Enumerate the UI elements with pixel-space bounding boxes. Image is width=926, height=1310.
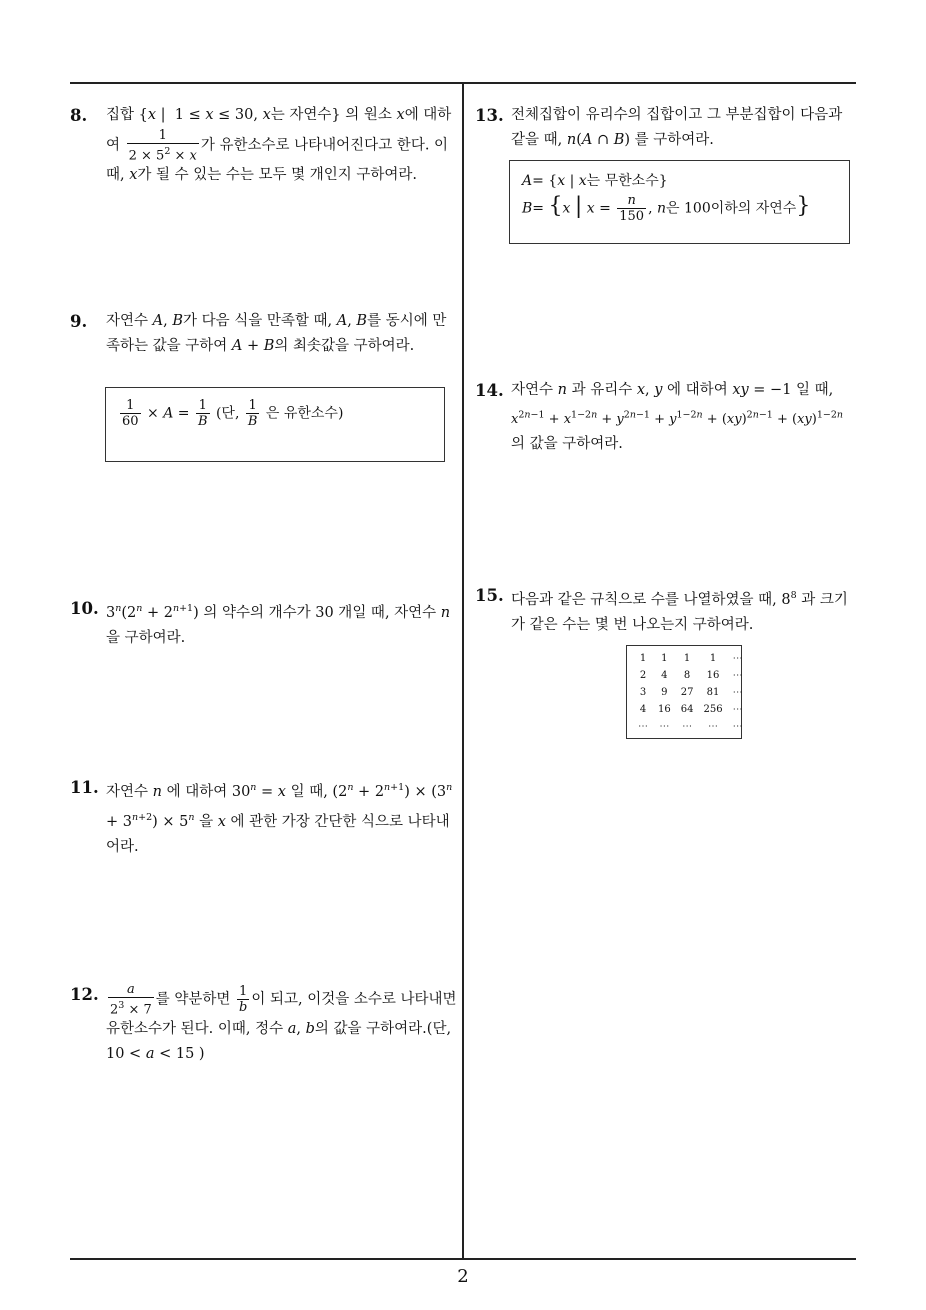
number-pattern-table [626,645,742,739]
table-cell: 4 [639,704,647,715]
problem-11 [70,775,458,860]
table-row [633,650,748,667]
table-cell: ⋯ [682,721,693,732]
problem-14 [475,378,860,457]
table-cell: 1 [683,653,691,664]
problem-text: $\frac{a}{2^3 \times 7}$ 를 약분하면 $\frac{1}{b}$ 이 되고, 이것을 소수로 나타내면 유한소수가 된다. 이때, 정수 a, b의 값을 구하여라.(단, 10 < a < 15 ) [106,982,457,1063]
table-cell: 2 [639,670,647,681]
problem-15 [475,583,860,638]
page-number: 2 [457,1266,469,1287]
problem-9 [70,309,458,359]
problem-12 [70,982,458,1067]
problem-13 [475,103,860,153]
table-cell: ⋯ [638,721,648,732]
table-cell: ⋯ [708,721,719,732]
problem-text: 전체집합이 유리수의 집합이고 그 부분집합이 다음과 같을 때, n(A ∩ B) 를 구하여라. [511,107,843,148]
problem-number: 13. [475,106,504,125]
problem-text: 자연수 A, B가 다음 식을 만족할 때, A, B를 동시에 만족하는 값을 구하여 A + B의 최솟값을 구하여라. [106,313,447,354]
problem-number: 14. [475,381,504,400]
problem-text: 자연수 n 과 유리수 x, y 에 대하여 xy = −1 일 때, $x^{2n-1} + x^{1-2n} + y^{2n-1} + y^{1-2n} + (xy)^{2n-1} + (xy)^{1-2n}$ 의 값을 구하여라. [511,382,844,453]
table-cell: 4 [661,670,668,681]
column-divider [462,82,464,1259]
table-row [633,701,748,718]
table-cell: 64 [680,704,694,715]
problem-number: 10. [70,599,99,618]
table-cell: 256 [703,704,723,715]
table-row [633,684,748,701]
problem-number: 8. [70,106,88,125]
table-cell: 8 [683,670,691,681]
table-cell: ⋯ [732,704,743,715]
table-cell: 27 [680,687,694,698]
problem-8 [70,103,458,188]
problem-text: 자연수 n 에 대하여 $30^n = x$ 일 때, $(2^n + 2^{n+1}) \times (3^n + 3^{n+2}) \times 5^n$ 을 x 에 관한 가장 간단한 식으로 나타내어라. [106,782,453,855]
problem-text: 다음과 같은 규칙으로 수를 나열하였을 때, $8^8$ 과 크기가 같은 수는 몇 번 나오는지 구하여라. [511,590,848,633]
problem-number: 15. [475,586,504,605]
table-row [633,667,748,684]
table-cell: ⋯ [732,721,743,732]
table-cell: 1 [661,653,668,664]
table-cell: ⋯ [732,653,743,664]
problem-number: 11. [70,778,99,797]
problem-10 [70,596,458,651]
set-definition-box: A= {x | x는 무한소수} B= {x | x = $\frac{n}{150}$ , n은 100이하의 자연수} [509,160,850,244]
problem-number: 9. [70,312,88,331]
problem-number: 12. [70,985,99,1004]
table-row [633,718,748,735]
problem-text: 집합 {x | 1 ≤ x ≤ 30, x는 자연수} 의 원소 x에 대하여 $\frac{1}{2 \times 5^2 \times x}$ 가 유한소수로 나타내어진다고 한다. 이때, x가 될 수 있는 수는 모두 몇 개인지 구하여라. [106,107,452,184]
table-cell: 3 [639,687,647,698]
condition-box: $\frac{1}{60}$ × A = $\frac{1}{B}$ (단, $\frac{1}{B}$ 은 유한소수) [105,387,445,462]
bottom-rule [70,1258,856,1260]
table-cell: 1 [709,653,717,664]
table-cell: 9 [661,687,668,698]
table-cell: ⋯ [732,687,743,698]
table-cell: 81 [706,687,720,698]
table-cell: 16 [658,704,671,715]
table-cell: 16 [706,670,720,681]
problem-text: $3^n(2^n + 2^{n+1})$ 의 약수의 개수가 30 개일 때, 자연수 n을 구하여라. [106,603,451,646]
table-cell: ⋯ [732,670,743,681]
table-cell: 1 [639,653,647,664]
table-cell: ⋯ [659,721,670,732]
